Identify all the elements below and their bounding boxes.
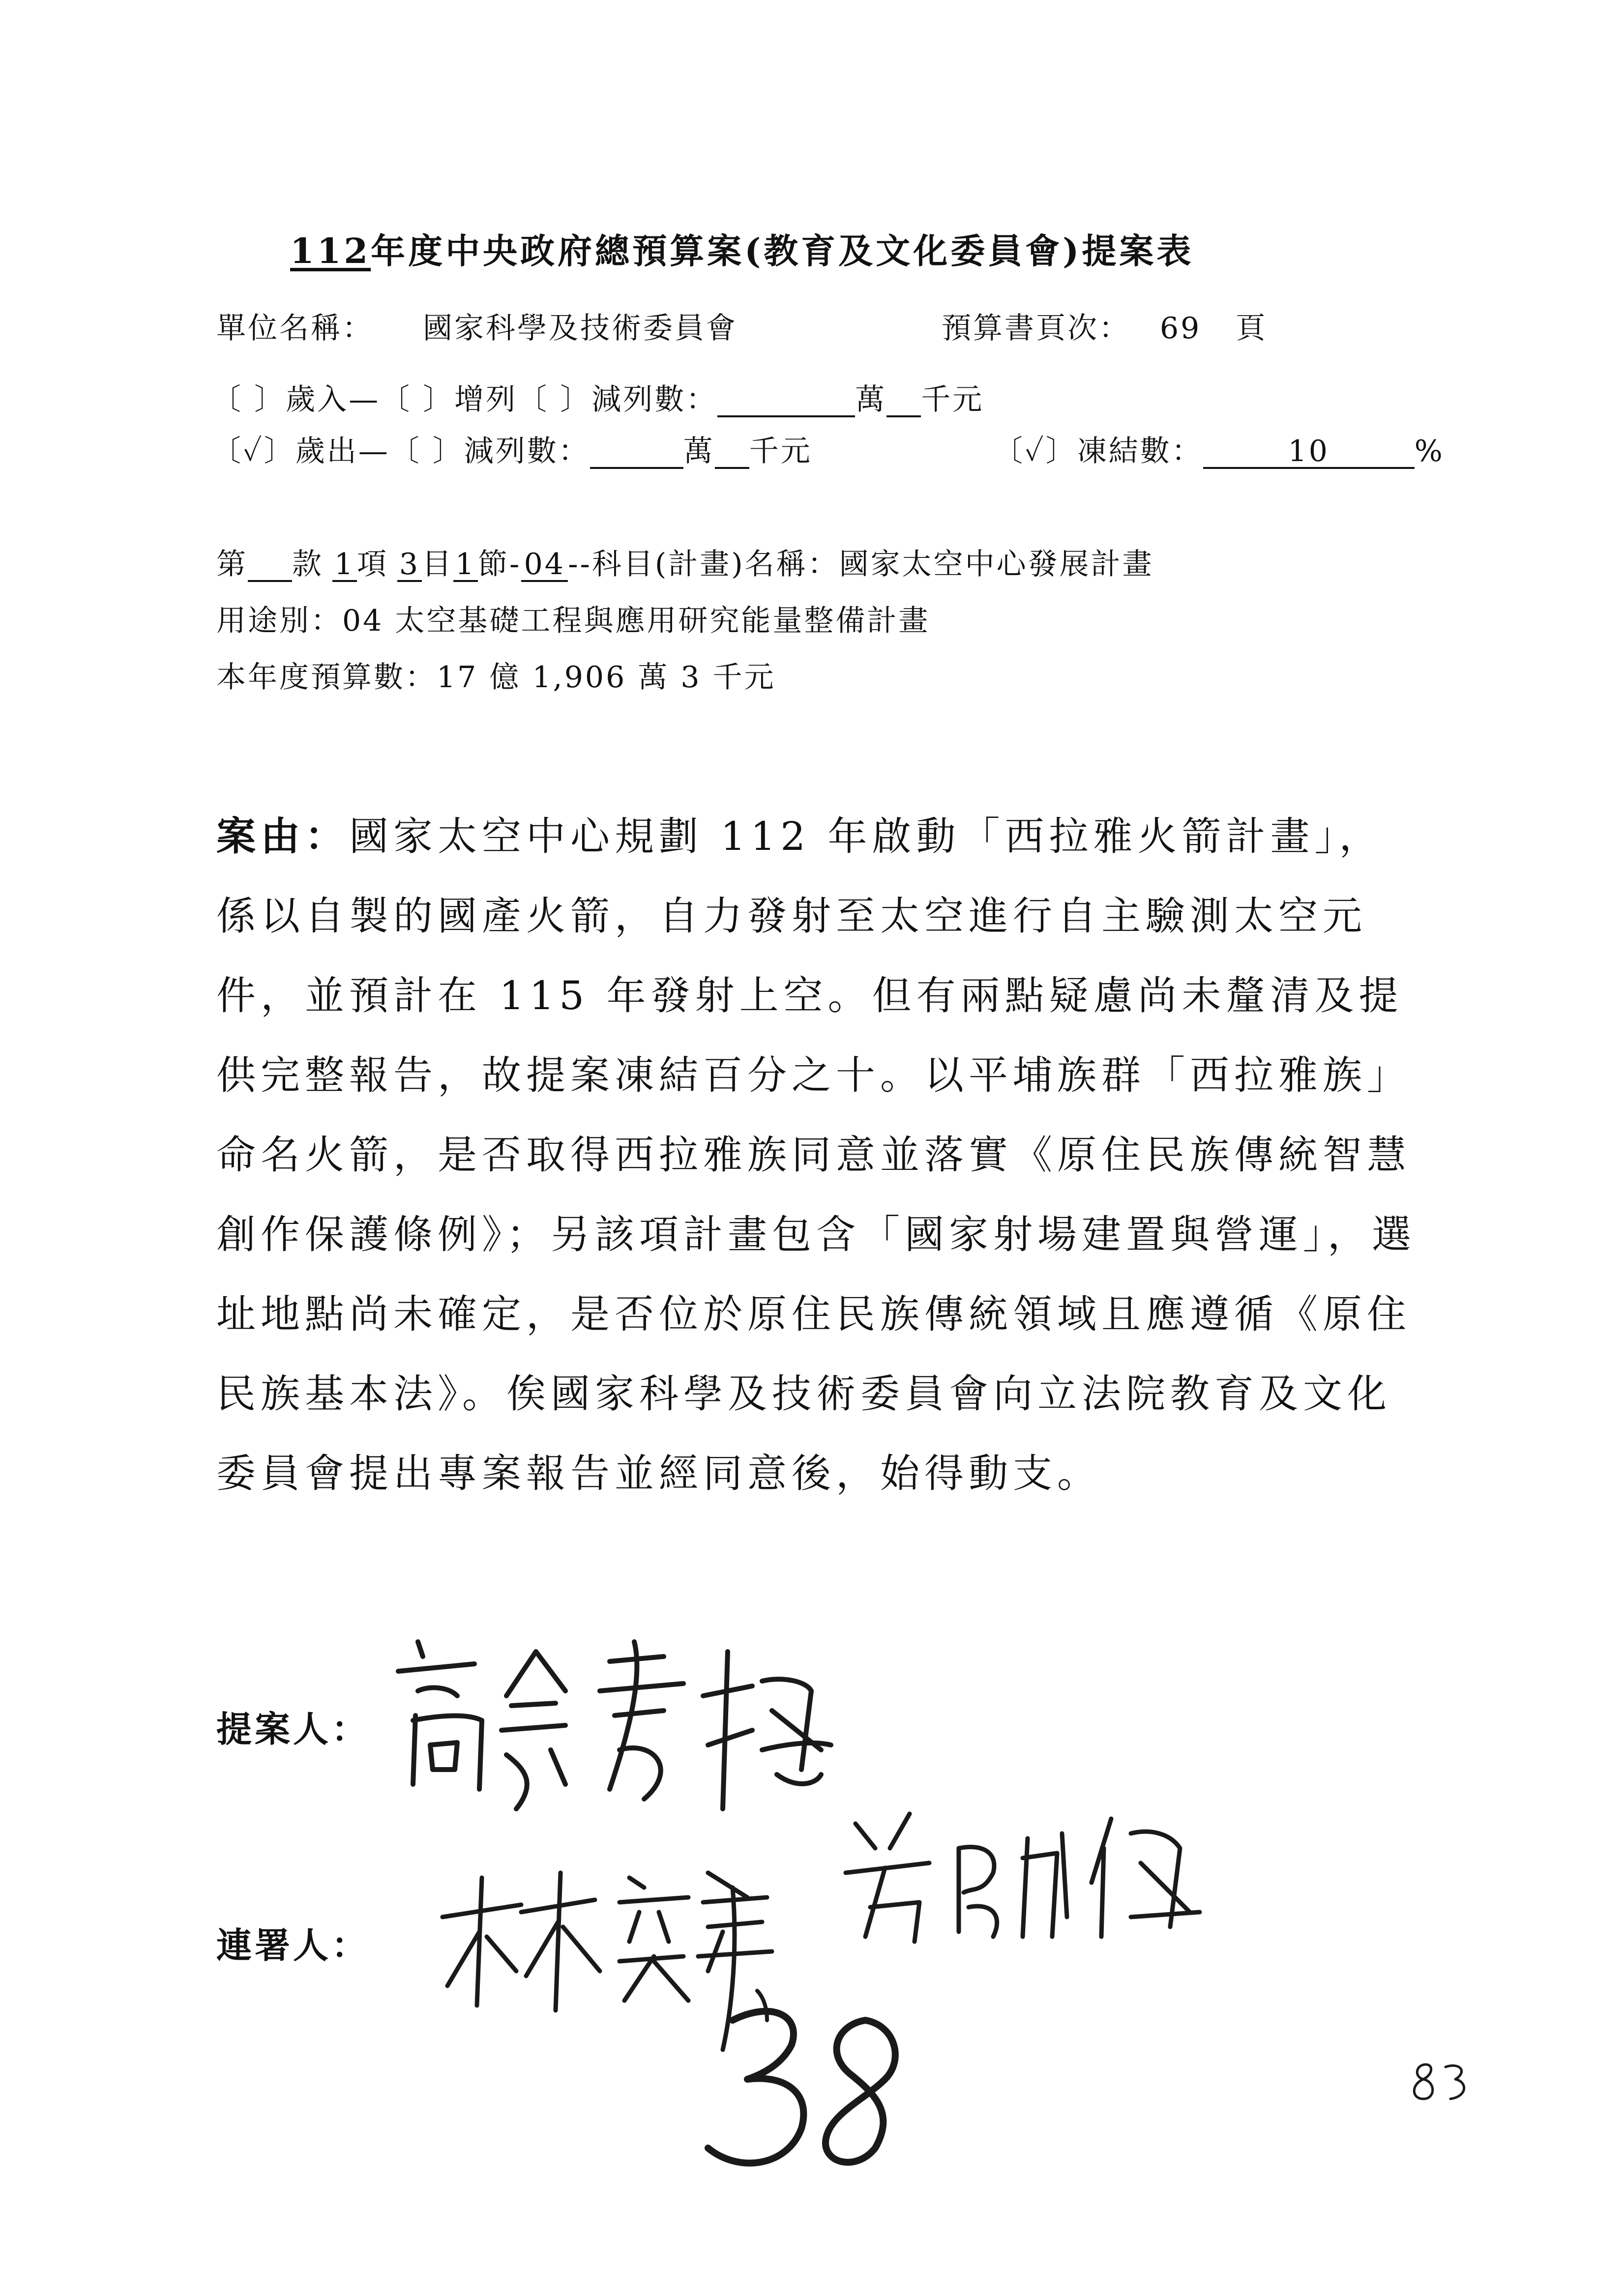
item-name: --科目(計畫)名稱：國家太空中心發展計畫	[568, 547, 1154, 581]
expense-decrease: 〔 〕減列數：	[389, 434, 590, 468]
reason-label: 案由：	[216, 813, 349, 859]
freeze-checkbox: 〔✓〕	[993, 434, 1077, 468]
item-xiang-num: 1	[332, 549, 357, 582]
reason-paragraph	[216, 796, 1426, 1513]
income-decrease: 〔 〕減列數：	[517, 382, 718, 417]
page-ref	[942, 305, 1267, 347]
expense-wan: 萬	[683, 434, 715, 468]
income-label: 歲入—	[286, 382, 381, 417]
income-qian: 千元	[921, 382, 984, 417]
expense-wan-blank	[590, 436, 683, 469]
item-row	[216, 541, 1154, 583]
proposer-signature	[388, 1622, 841, 1829]
income-increase: 〔 〕增列	[380, 382, 518, 417]
page-label: 預算書頁次：	[942, 311, 1130, 346]
income-checkbox: 〔 〕	[211, 382, 286, 417]
item-code: 04	[521, 549, 568, 582]
item-mu: 目	[422, 547, 453, 581]
item-kuan-blank	[248, 549, 292, 582]
title-year: 112	[290, 231, 371, 271]
item-jie: 節-	[478, 547, 522, 581]
income-row	[211, 376, 984, 418]
page-mark	[1406, 2055, 1475, 2109]
freeze-label: 凍結數：	[1077, 434, 1203, 468]
unit-row	[216, 305, 374, 347]
page-suffix: 頁	[1236, 311, 1268, 346]
item-di: 第	[216, 547, 248, 581]
expense-row	[211, 428, 812, 470]
usage-line: 用途別：04 太空基礎工程與應用研究能量整備計畫	[216, 604, 930, 638]
title-text: 年度中央政府總預算案(教育及文化委員會)提案表	[371, 231, 1194, 271]
expense-qian: 千元	[749, 434, 812, 468]
item-mu-num: 3	[397, 549, 422, 582]
expense-checkbox: 〔✓〕	[211, 434, 295, 468]
item-jie-num: 1	[453, 549, 478, 582]
unit-name: 國家科學及技術委員會	[423, 311, 738, 346]
cosigner-label: 連署人：	[216, 1924, 370, 1966]
budget-line: 本年度預算數：17 億 1,906 萬 3 千元	[216, 660, 776, 695]
income-qian-blank	[886, 384, 921, 417]
expense-label: 歲出—	[295, 434, 390, 468]
unit-label: 單位名稱：	[216, 311, 374, 346]
item-kuan: 款	[292, 547, 324, 581]
expense-qian-blank	[715, 436, 749, 469]
freeze-unit: %	[1414, 434, 1445, 468]
page-value: 69	[1160, 311, 1202, 346]
income-wan-blank	[717, 384, 855, 417]
freeze-group	[993, 428, 1445, 470]
proposer-label: 提案人：	[216, 1708, 370, 1750]
freeze-value: 10	[1203, 436, 1415, 469]
reason-text: 國家太空中心規劃 112 年啟動「西拉雅火箭計畫」，係以自製的國產火箭，自力發射至太空進行自主驗測太空元件，並預計在 115 年發射上空。但有兩點疑慮尚未釐清及提供完整報告，故提案凍結百分之十。以平埔族群「西拉雅族」命名火箭，是否取得西拉雅族同意並落實《原住民族傳統智慧創作保護條例》；另該項計畫包含「國家射場建置與營運」，選址地點尚未確定，是否位於原住民族傳統領域且應遵循《原住民族基本法》。俟國家科學及技術委員會向立法院教育及文化委員會提出專案報告並經同意後，始得動支。	[216, 814, 1416, 1496]
income-wan: 萬	[855, 382, 887, 417]
cosigner-signature-2	[836, 1794, 1210, 1961]
item-xiang: 項	[357, 547, 388, 581]
handwritten-number	[688, 1991, 924, 2187]
form-title	[290, 224, 1194, 273]
